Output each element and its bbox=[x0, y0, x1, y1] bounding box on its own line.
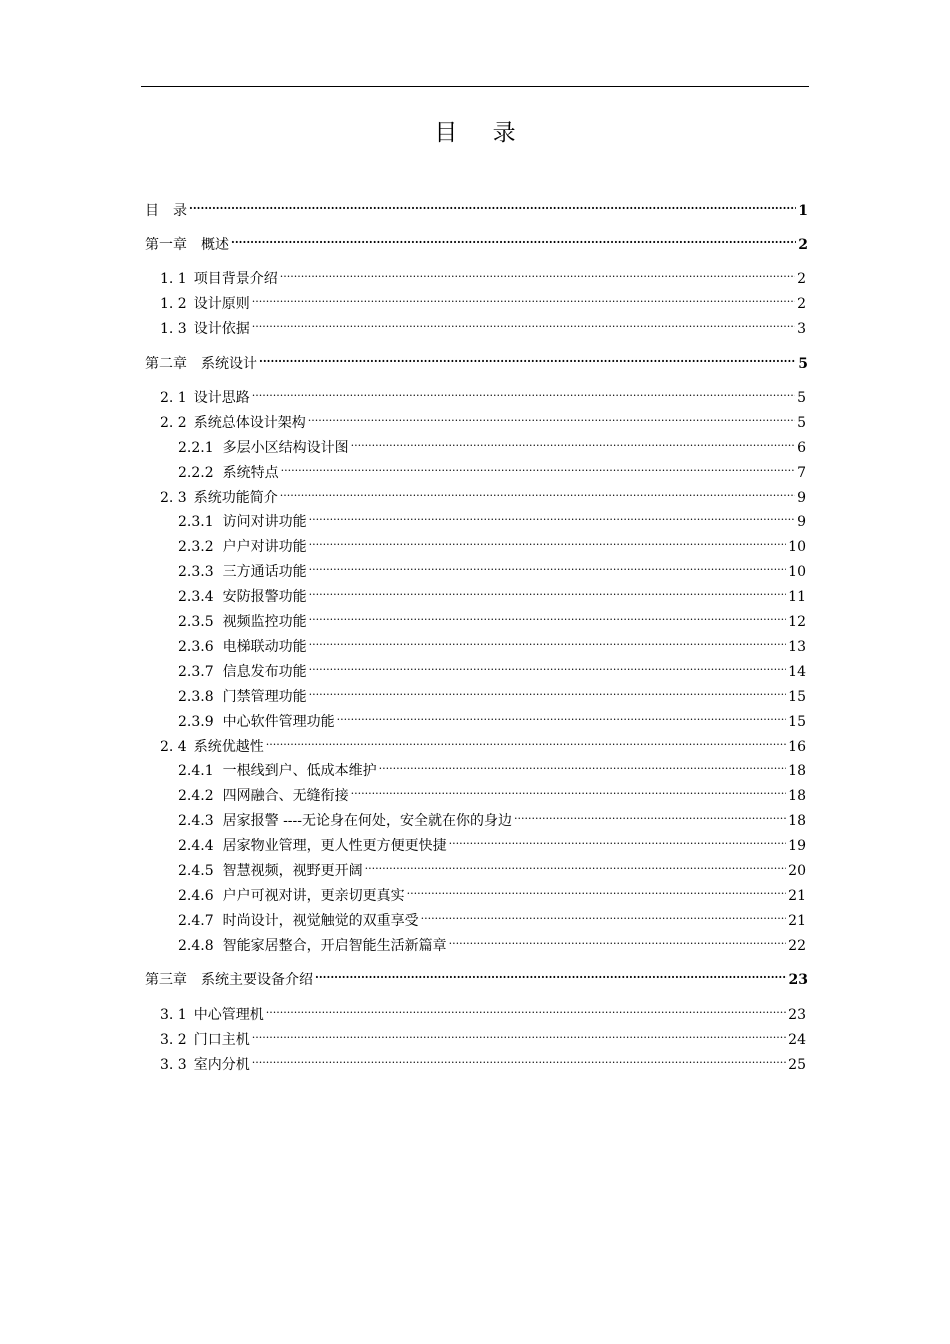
toc-entry-page: 3 bbox=[797, 321, 806, 337]
toc-entry[interactable] bbox=[178, 753, 806, 779]
toc-entry-page: 15 bbox=[788, 714, 806, 730]
toc-entry-title: 目 录 bbox=[145, 203, 187, 219]
toc-entry[interactable] bbox=[160, 311, 806, 337]
dot-leader bbox=[280, 480, 795, 502]
toc-entry[interactable] bbox=[178, 579, 806, 605]
toc-entry-number: 2.2.1 bbox=[178, 440, 214, 456]
toc-entry-title: 系统优越性 bbox=[193, 739, 264, 755]
toc-entry-page: 7 bbox=[797, 465, 806, 481]
toc-entry-page: 2 bbox=[797, 271, 806, 287]
toc-entry[interactable] bbox=[178, 778, 806, 804]
toc-entry-page: 24 bbox=[788, 1032, 806, 1048]
toc-entry-number: 2.4.7 bbox=[178, 913, 214, 929]
toc-entry-number: 2.3.7 bbox=[178, 664, 214, 680]
toc-entry-page: 5 bbox=[797, 415, 806, 431]
toc-entry-title: 系统总体设计架构 bbox=[193, 415, 306, 431]
toc-entry-title: 电梯联动功能 bbox=[222, 639, 307, 655]
toc-entry-title: 设计依据 bbox=[193, 321, 250, 337]
toc-entry[interactable] bbox=[145, 346, 808, 372]
toc-entry[interactable] bbox=[160, 1022, 806, 1048]
toc-entry[interactable] bbox=[178, 679, 806, 705]
toc-entry-title: 户户可视对讲，更亲切更真实 bbox=[222, 888, 405, 904]
toc-entry-number: 2.3.3 bbox=[178, 564, 214, 580]
toc-entry-page: 15 bbox=[788, 689, 806, 705]
toc-entry-page: 16 bbox=[788, 739, 806, 755]
dot-leader bbox=[266, 997, 786, 1019]
toc-entry-number: 2. 1 bbox=[160, 390, 187, 406]
toc-entry[interactable] bbox=[178, 654, 806, 680]
toc-entry[interactable] bbox=[160, 729, 806, 755]
dot-leader bbox=[252, 1047, 786, 1069]
toc-entry-number: 2.3.1 bbox=[178, 514, 214, 530]
dot-leader bbox=[252, 380, 795, 402]
dot-leader bbox=[514, 803, 786, 825]
page-title: 目 录 bbox=[434, 120, 530, 146]
toc-entry-number: 1. 2 bbox=[160, 296, 187, 312]
dot-leader bbox=[407, 878, 787, 900]
toc-entry-number: 2. 4 bbox=[160, 739, 187, 755]
toc-entry-page: 23 bbox=[788, 1007, 806, 1023]
dot-leader bbox=[449, 828, 787, 850]
toc-entry-page: 5 bbox=[797, 390, 806, 406]
toc-entry-page: 18 bbox=[788, 763, 806, 779]
toc-entry[interactable] bbox=[160, 405, 806, 431]
toc-entry-page: 23 bbox=[788, 972, 808, 988]
toc-entry-title: 设计原则 bbox=[193, 296, 250, 312]
toc-entry-page: 13 bbox=[788, 639, 806, 655]
toc-entry-page: 21 bbox=[788, 888, 806, 904]
toc-entry-title: 智能家居整合，开启智能生活新篇章 bbox=[222, 938, 447, 954]
dot-leader bbox=[421, 903, 787, 925]
toc-entry-number: 3. 3 bbox=[160, 1057, 187, 1073]
toc-entry-page: 14 bbox=[788, 664, 806, 680]
toc-entry-number: 2. 3 bbox=[160, 490, 187, 506]
toc-entry[interactable] bbox=[145, 227, 808, 253]
toc-entry-number: 1. 1 bbox=[160, 271, 187, 287]
dot-leader bbox=[252, 311, 795, 333]
toc-entry-number: 3. 2 bbox=[160, 1032, 187, 1048]
toc-entry-page: 11 bbox=[788, 589, 806, 605]
toc-entry-page: 5 bbox=[798, 356, 808, 372]
toc-entry-title: 视频监控功能 bbox=[222, 614, 307, 630]
dot-leader bbox=[309, 554, 787, 576]
toc-entry[interactable] bbox=[160, 261, 806, 287]
toc-entry[interactable] bbox=[178, 455, 806, 481]
dot-leader bbox=[189, 193, 796, 215]
toc-entry-number: 2.3.8 bbox=[178, 689, 214, 705]
dot-leader bbox=[309, 529, 787, 551]
toc-entry[interactable] bbox=[145, 962, 808, 988]
toc-entry[interactable] bbox=[178, 828, 806, 854]
dot-leader bbox=[281, 455, 795, 477]
toc-entry-title: 户户对讲功能 bbox=[222, 539, 307, 555]
toc-entry-page: 21 bbox=[788, 913, 806, 929]
toc-entry-page: 1 bbox=[798, 203, 808, 219]
toc-entry[interactable] bbox=[178, 430, 806, 456]
toc-entry[interactable] bbox=[178, 629, 806, 655]
toc-entry[interactable] bbox=[160, 1047, 806, 1073]
dot-leader bbox=[252, 1022, 786, 1044]
toc-entry-number: 2.3.4 bbox=[178, 589, 214, 605]
toc-entry-number: 2.3.9 bbox=[178, 714, 214, 730]
toc-entry-title: 安防报警功能 bbox=[222, 589, 307, 605]
toc-entry-page: 6 bbox=[797, 440, 806, 456]
toc-entry-title: 室内分机 bbox=[193, 1057, 250, 1073]
toc-entry[interactable] bbox=[178, 903, 806, 929]
toc-entry-page: 2 bbox=[798, 237, 808, 253]
dot-leader bbox=[379, 753, 787, 775]
toc-entry[interactable] bbox=[178, 878, 806, 904]
toc-entry[interactable] bbox=[160, 480, 806, 506]
toc-entry-page: 20 bbox=[788, 863, 806, 879]
toc-entry-title: 项目背景介绍 bbox=[193, 271, 278, 287]
toc-entry-title: 一根线到户、低成本维护 bbox=[222, 763, 377, 779]
toc-entry-title: 时尚设计，视觉触觉的双重享受 bbox=[222, 913, 419, 929]
toc-entry-title: 四网融合、无缝衔接 bbox=[222, 788, 349, 804]
toc-entry-title: 多层小区结构设计图 bbox=[222, 440, 349, 456]
dot-leader bbox=[309, 604, 787, 626]
toc-entry-number: 2.3.6 bbox=[178, 639, 214, 655]
toc-entry-number: 2. 2 bbox=[160, 415, 187, 431]
dot-leader bbox=[309, 504, 795, 526]
toc-entry[interactable] bbox=[160, 286, 806, 312]
toc-entry[interactable] bbox=[145, 193, 808, 219]
dot-leader bbox=[365, 853, 787, 875]
dot-leader bbox=[309, 629, 787, 651]
toc-entry[interactable] bbox=[178, 704, 806, 730]
toc-entry-page: 2 bbox=[797, 296, 806, 312]
dot-leader bbox=[309, 679, 787, 701]
toc-entry-page: 10 bbox=[788, 564, 806, 580]
toc-entry[interactable] bbox=[178, 803, 806, 829]
dot-leader bbox=[252, 286, 795, 308]
toc-entry[interactable] bbox=[178, 928, 806, 954]
dot-leader bbox=[309, 654, 787, 676]
toc-entry-title: 居家报警 ----无论身在何处，安全就在你的身边 bbox=[222, 813, 512, 829]
dot-leader bbox=[351, 430, 795, 452]
toc-entry-title: 门禁管理功能 bbox=[222, 689, 307, 705]
toc-entry-title: 中心管理机 bbox=[193, 1007, 264, 1023]
dot-leader bbox=[266, 729, 786, 751]
toc-entry-number: 2.4.8 bbox=[178, 938, 214, 954]
toc-entry-title: 门口主机 bbox=[193, 1032, 250, 1048]
dot-leader bbox=[315, 962, 787, 984]
toc-entry-number: 2.3.5 bbox=[178, 614, 214, 630]
toc-entry[interactable] bbox=[178, 604, 806, 630]
toc-entry[interactable] bbox=[160, 997, 806, 1023]
toc-entry-title: 系统特点 bbox=[222, 465, 279, 481]
toc-entry-title: 第一章 概述 bbox=[145, 237, 229, 253]
toc-entry-number: 2.4.4 bbox=[178, 838, 214, 854]
toc-entry-title: 居家物业管理，更人性更方便更快捷 bbox=[222, 838, 447, 854]
toc-entry-number: 2.4.6 bbox=[178, 888, 214, 904]
toc-entry-page: 12 bbox=[788, 614, 806, 630]
dot-leader bbox=[309, 579, 787, 601]
dot-leader bbox=[280, 261, 795, 283]
toc-entry-number: 2.2.2 bbox=[178, 465, 214, 481]
toc-entry-page: 19 bbox=[788, 838, 806, 854]
toc-entry-title: 中心软件管理功能 bbox=[222, 714, 335, 730]
toc-entry-title: 设计思路 bbox=[193, 390, 250, 406]
toc-entry-page: 9 bbox=[797, 490, 806, 506]
toc-entry-title: 信息发布功能 bbox=[222, 664, 307, 680]
dot-leader bbox=[308, 405, 795, 427]
toc-entry-page: 25 bbox=[788, 1057, 806, 1073]
dot-leader bbox=[259, 346, 796, 368]
toc-entry-number: 2.4.1 bbox=[178, 763, 214, 779]
toc-entry-title: 第二章 系统设计 bbox=[145, 356, 257, 372]
toc-entry[interactable] bbox=[178, 554, 806, 580]
toc-entry-title: 智慧视频，视野更开阔 bbox=[222, 863, 363, 879]
toc-entry[interactable] bbox=[160, 380, 806, 406]
dot-leader bbox=[231, 227, 796, 249]
toc-entry-number: 3. 1 bbox=[160, 1007, 187, 1023]
toc-entry-number: 2.4.2 bbox=[178, 788, 214, 804]
toc-entry-title: 系统功能简介 bbox=[193, 490, 278, 506]
toc-entry-title: 访问对讲功能 bbox=[222, 514, 307, 530]
toc-entry-page: 10 bbox=[788, 539, 806, 555]
dot-leader bbox=[337, 704, 787, 726]
toc-entry-title: 三方通话功能 bbox=[222, 564, 307, 580]
toc-entry-page: 22 bbox=[788, 938, 806, 954]
toc-entry[interactable] bbox=[178, 504, 806, 530]
toc-entry-number: 1. 3 bbox=[160, 321, 187, 337]
toc-entry-number: 2.4.5 bbox=[178, 863, 214, 879]
toc-entry-number: 2.4.3 bbox=[178, 813, 214, 829]
toc-entry-number: 2.3.2 bbox=[178, 539, 214, 555]
dot-leader bbox=[351, 778, 787, 800]
toc-entry-title: 第三章 系统主要设备介绍 bbox=[145, 972, 313, 988]
toc-entry-page: 18 bbox=[788, 788, 806, 804]
toc-entry[interactable] bbox=[178, 529, 806, 555]
toc-entry-page: 18 bbox=[788, 813, 806, 829]
toc-entry[interactable] bbox=[178, 853, 806, 879]
toc-entry-page: 9 bbox=[797, 514, 806, 530]
dot-leader bbox=[449, 928, 787, 950]
